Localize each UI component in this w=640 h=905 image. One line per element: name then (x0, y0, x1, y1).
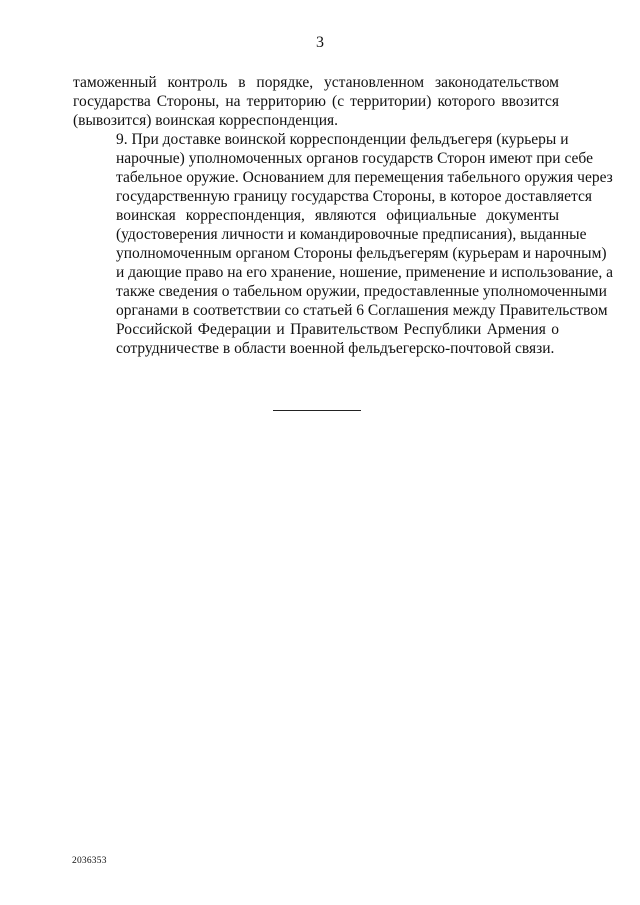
text-line: Российской Федерации и Правительством Республики Армения о (116, 321, 559, 338)
text-line: органами в соответствии со статьей 6 Соглашения между Правительством (116, 302, 608, 319)
text-line: (вывозится) воинская корреспонденция. (73, 112, 339, 129)
text-line: уполномоченным органом Стороны фельдъегерям (курьерам и нарочным) (116, 245, 607, 262)
text-line: сотрудничестве в области военной фельдъегерско-почтовой связи. (116, 340, 555, 357)
text-line: (удостоверения личности и командировочные предписания), выданные (116, 226, 587, 243)
text-line: нарочные) уполномоченных органов государств Сторон имеют при себе (116, 150, 593, 167)
text-line: государства Стороны, на территорию (с территории) которого ввозится (73, 93, 559, 110)
text-line: воинская корреспонденция, являются официальные документы (116, 207, 559, 224)
text-line: таможенный контроль в порядке, установленном законодательством (73, 74, 559, 91)
document-body (73, 73, 614, 358)
text-line: и дающие право на его хранение, ношение, применение и использование, а (116, 264, 614, 281)
text-line: 9. При доставке воинской корреспонденции фельдъегеря (курьеры и (116, 131, 569, 148)
text-line: государственную границу государства Стороны, в которое доставляется (116, 188, 592, 205)
document-code: 2036353 (72, 856, 107, 866)
page-number: 3 (316, 34, 324, 51)
text-line: табельное оружие. Основанием для перемещения табельного оружия через (116, 169, 613, 186)
paragraph-clause-9 (73, 130, 614, 358)
text-line: также сведения о табельном оружии, предоставленные уполномоченными (116, 283, 607, 300)
paragraph-continuation (73, 73, 559, 130)
end-separator-line (273, 410, 361, 411)
